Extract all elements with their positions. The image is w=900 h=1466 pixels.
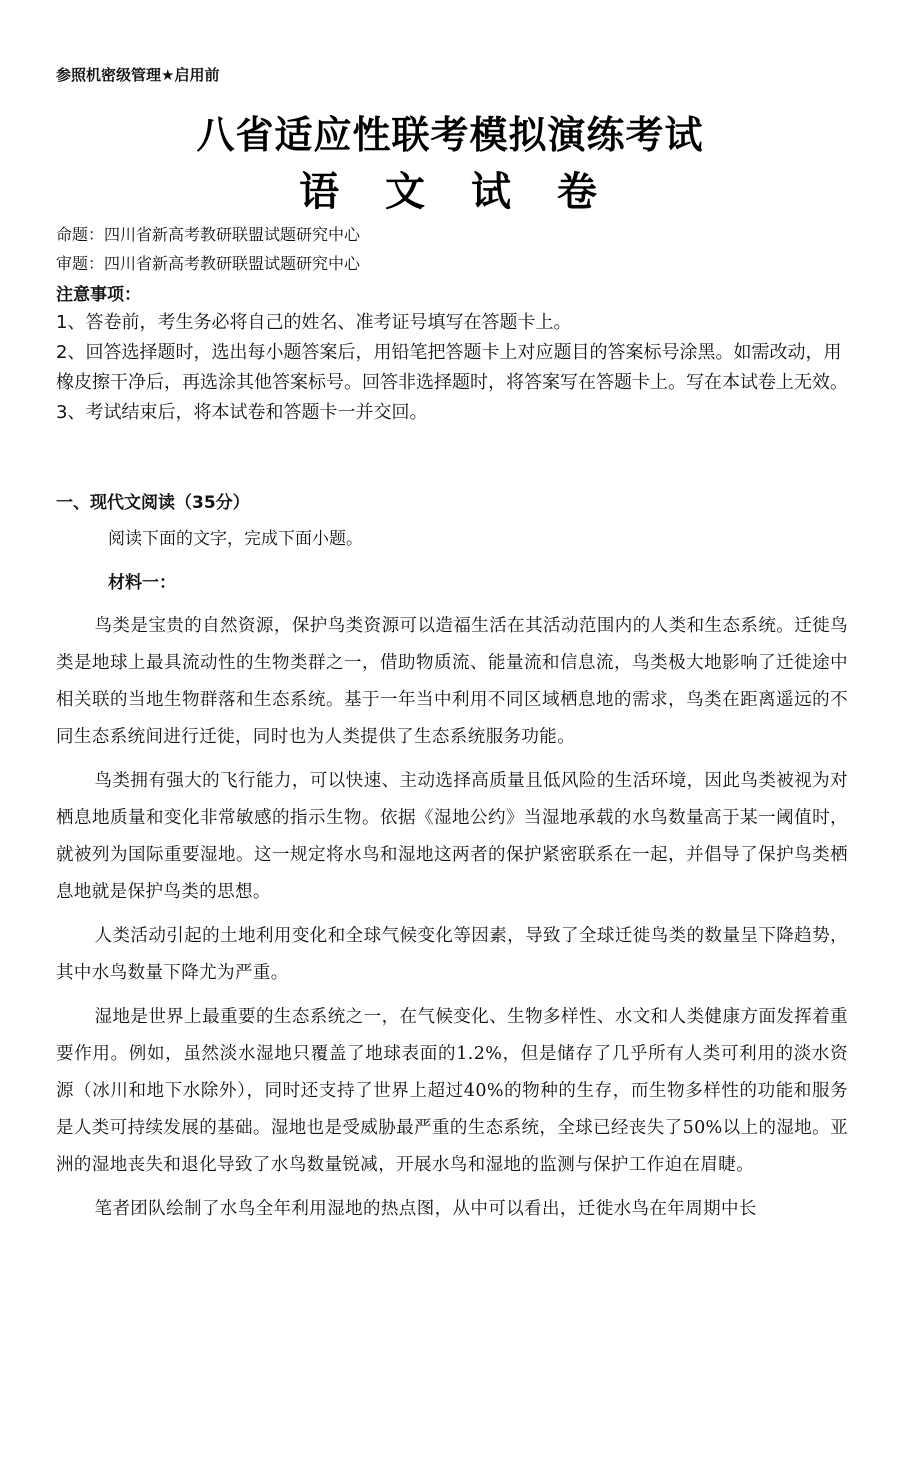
reading-instruction: 阅读下面的文字，完成下面小题。	[108, 529, 363, 549]
notice-list	[56, 308, 852, 428]
notice-item-2: 2、回答选择题时，选出每小题答案后，用铅笔把答题卡上对应题目的答案标号涂黑。如需改动，用橡皮擦干净后，再选涂其他答案标号。回答非选择题时，将答案写在答题卡上。写在本试卷上无效。	[56, 342, 848, 393]
article-body	[56, 608, 848, 1235]
notice-heading: 注意事项：	[56, 285, 141, 305]
article-paragraph-3: 人类活动引起的土地利用变化和全球气候变化等因素，导致了全球迁徙鸟类的数量呈下降趋势，其中水鸟数量下降尤为严重。	[56, 926, 848, 983]
article-paragraph-4: 湿地是世界上最重要的生态系统之一，在气候变化、生物多样性、水文和人类健康方面发挥着重要作用。例如，虽然淡水湿地只覆盖了地球表面的1.2%，但是储存了几乎所有人类可利用的淡水资源（冰川和地下水除外），同时还支持了世界上超过40%的物种的生存，而生物多样性的功能和服务是人类可持续发展的基础。湿地也是受威胁最严重的生态系统，全球已经丧失了50%以上的湿地。亚洲的湿地丧失和退化导致了水鸟数量锐减，开展水鸟和湿地的监测与保护工作迫在眉睫。	[56, 1007, 848, 1175]
article-paragraph-5: 笔者团队绘制了水鸟全年利用湿地的热点图，从中可以看出，迁徙水鸟在年周期中长	[94, 1199, 757, 1219]
secrecy-label: 参照机密级管理★启用前	[56, 66, 220, 84]
notice-item-3: 3、考试结束后，将本试卷和答题卡一并交回。	[56, 402, 428, 423]
exam-subtitle: 语 文 试 卷	[299, 169, 613, 215]
material-label: 材料一：	[108, 573, 176, 593]
notice-item-1: 1、答卷前，考生务必将自己的姓名、准考证号填写在答题卡上。	[56, 312, 572, 333]
section-heading: 一、现代文阅读（35分）	[56, 493, 250, 513]
exam-title: 八省适应性联考模拟演练考试	[196, 113, 704, 157]
article-paragraph-2: 鸟类拥有强大的飞行能力，可以快速、主动选择高质量且低风险的生活环境，因此鸟类被视为对栖息地质量和变化非常敏感的指示生物。依据《湿地公约》当湿地承载的水鸟数量高于某一阈值时，就被列为国际重要湿地。这一规定将水鸟和湿地这两者的保护紧密联系在一起，并倡导了保护鸟类栖息地就是保护鸟类的思想。	[56, 771, 848, 902]
author-line: 命题：四川省新高考教研联盟试题研究中心	[56, 225, 361, 244]
reviewer-line: 审题：四川省新高考教研联盟试题研究中心	[56, 254, 361, 273]
article-paragraph-1: 鸟类是宝贵的自然资源，保护鸟类资源可以造福生活在其活动范围内的人类和生态系统。迁徙鸟类是地球上最具流动性的生物类群之一，借助物质流、能量流和信息流，鸟类极大地影响了迁徙途中相关联的当地生物群落和生态系统。基于一年当中利用不同区域栖息地的需求，鸟类在距离遥远的不同生态系统间进行迁徙，同时也为人类提供了生态系统服务功能。	[56, 616, 848, 747]
